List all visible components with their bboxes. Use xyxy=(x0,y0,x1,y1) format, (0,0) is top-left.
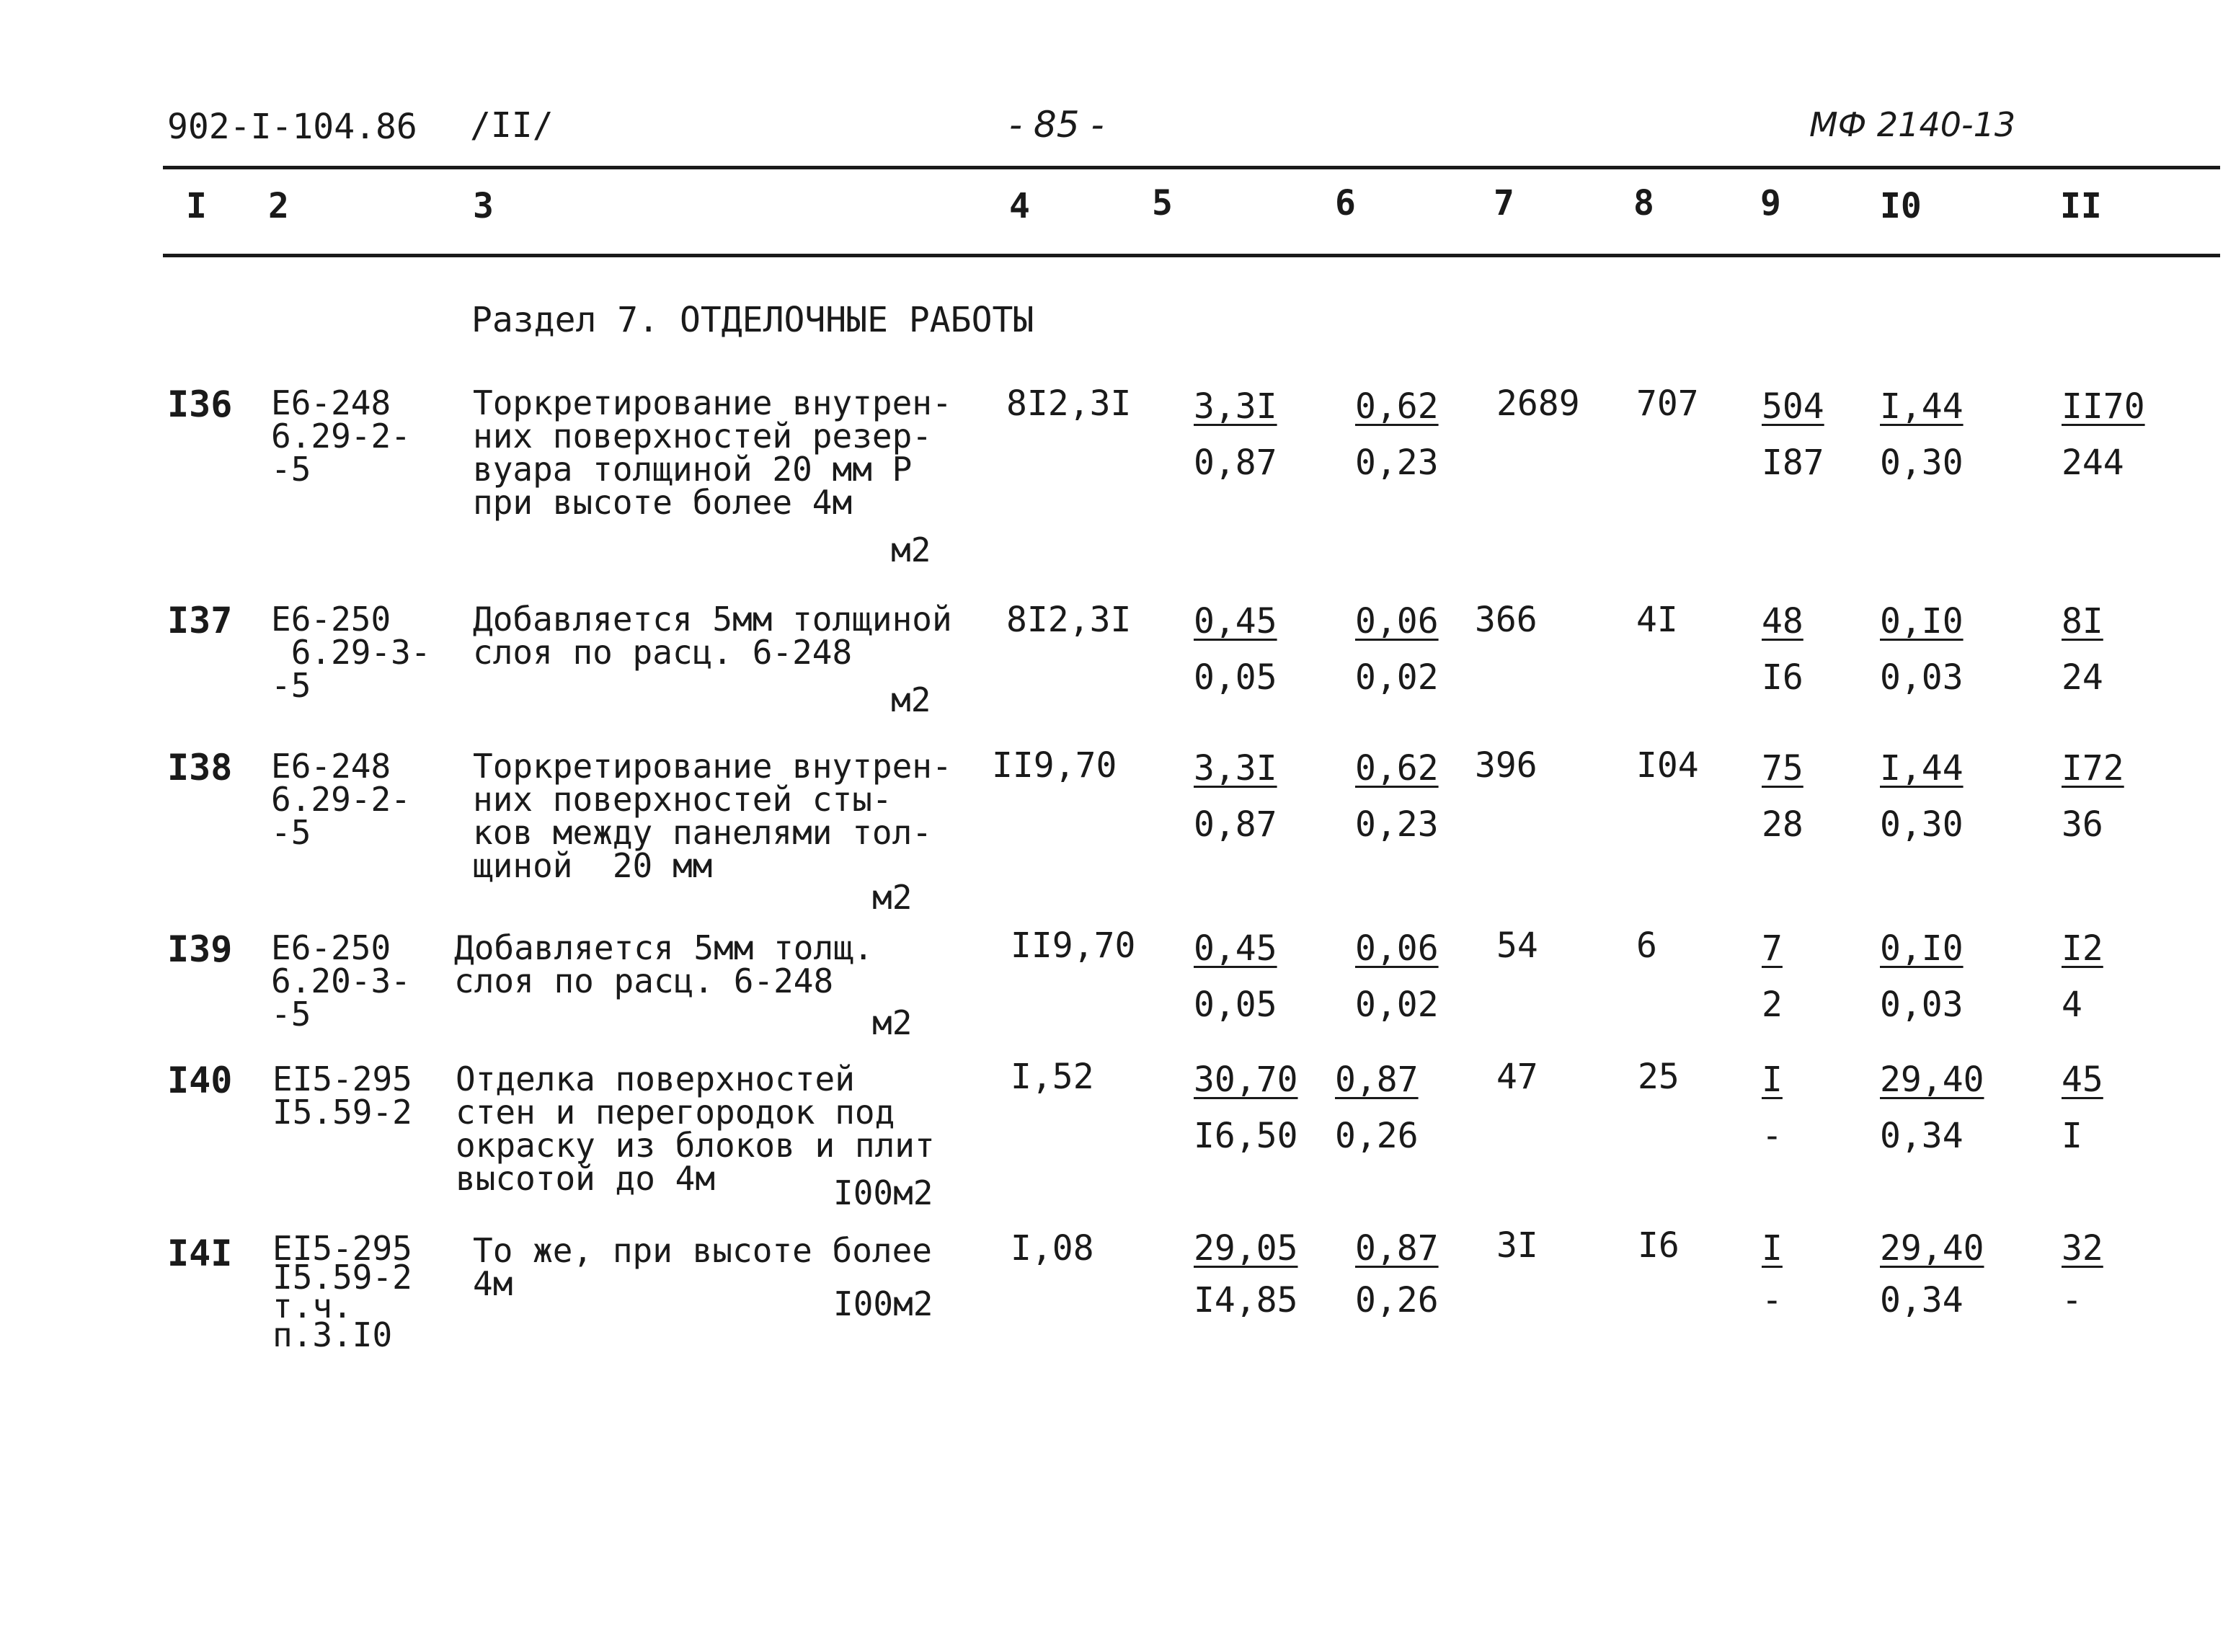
column-number: I0 xyxy=(1880,186,1922,226)
work-description: Добавляется 5мм толщ. слоя по расц. 6-248 xyxy=(454,928,874,1000)
column-number: 6 xyxy=(1335,183,1356,223)
total-cost: 54 xyxy=(1496,925,1538,966)
unit-cost-fraction: $\frac{0,45}{0,05}$ xyxy=(1194,928,1277,1025)
column-number: 3 xyxy=(473,186,494,226)
norm-code: Е6-248 6.29-2- -5 xyxy=(271,747,411,852)
total-cost: 396 xyxy=(1475,745,1538,786)
machine-cost-fraction: $\frac{0,06}{0,02}$ xyxy=(1355,928,1439,1025)
wages-total: 4I xyxy=(1636,600,1678,640)
wages-total: I6 xyxy=(1638,1225,1680,1266)
page-number: - 85 - xyxy=(1009,104,1104,146)
labor-total-fraction: $\frac{8I}{24}$ xyxy=(2062,601,2103,698)
wages-total: 25 xyxy=(1638,1057,1680,1097)
machine-total-fraction: I - xyxy=(1762,1228,1783,1320)
row-number: I38 xyxy=(167,747,233,789)
machine-total-fraction: $\frac{7}{2}$ xyxy=(1762,928,1783,1025)
section-title: Раздел 7. ОТДЕЛОЧНЫЕ РАБОТЫ xyxy=(471,300,1034,340)
work-description: Торкретирование внутрен- них поверхностей сты- ков между панелями тол- щиной 20 мм xyxy=(473,747,952,885)
machine-total-fraction: $\frac{75}{28}$ xyxy=(1762,748,1803,845)
unit-cost-fraction: $\frac{29,05}{I4,85}$ xyxy=(1194,1228,1298,1320)
norm-code: ЕI5-295 I5.59-2 xyxy=(272,1060,412,1132)
total-cost: 3I xyxy=(1496,1225,1538,1266)
machine-total-fraction: $\frac{48}{I6}$ xyxy=(1762,601,1803,698)
machine-total-fraction: $\frac{504}{I87}$ xyxy=(1762,386,1824,483)
row-number: I36 xyxy=(167,383,233,425)
row-number: I39 xyxy=(167,928,233,970)
total-cost: 366 xyxy=(1475,600,1538,640)
volume-number: /II/ xyxy=(470,105,554,146)
wages-total: 6 xyxy=(1636,925,1657,966)
quantity: II9,70 xyxy=(1011,925,1136,966)
labor-unit-fraction: $\frac{0,I0}{0,03}$ xyxy=(1880,601,1964,698)
row-number: I40 xyxy=(167,1060,233,1101)
labor-total-fraction: $\frac{II70}{244}$ xyxy=(2062,386,2145,483)
row-number: I4I xyxy=(167,1233,233,1274)
wages-total: I04 xyxy=(1636,745,1699,786)
column-number: 8 xyxy=(1633,183,1654,223)
header-bottom-rule xyxy=(163,254,2220,257)
unit-cost-fraction: $\frac{30,70}{I6,50}$ xyxy=(1194,1060,1298,1156)
measure-unit: I00м2 xyxy=(833,1284,933,1323)
labor-total-fraction: 32 - xyxy=(2062,1228,2103,1320)
labor-total-fraction: $\frac{45}{I}$ xyxy=(2062,1060,2103,1156)
labor-unit-fraction: $\frac{I,44}{0,30}$ xyxy=(1880,748,1964,845)
labor-unit-fraction: $\frac{I,44}{0,30}$ xyxy=(1880,386,1964,483)
column-number: 7 xyxy=(1494,183,1514,223)
measure-unit: м2 xyxy=(891,680,931,719)
archive-stamp: МФ 2140-13 xyxy=(1809,105,2016,144)
unit-cost-fraction: $\frac{0,45}{0,05}$ xyxy=(1194,601,1277,698)
machine-cost-fraction: $\frac{0,87}{0,26}$ xyxy=(1355,1228,1439,1320)
work-description: Торкретирование внутрен- них поверхностей резер- вуара толщиной 20 мм Р при высоте более 4м xyxy=(473,383,952,522)
work-description: Добавляется 5мм толщиной слоя по расц. 6-248 xyxy=(473,600,952,672)
column-number: 9 xyxy=(1760,183,1781,223)
quantity: II9,70 xyxy=(992,745,1117,786)
measure-unit: м2 xyxy=(891,530,931,569)
quantity: 8I2,3I xyxy=(1006,383,1132,424)
norm-code: Е6-250 6.29-3- -5 xyxy=(271,600,431,705)
machine-cost-fraction: $\frac{0,87}{0,26}$ xyxy=(1335,1060,1419,1156)
labor-total-fraction: $\frac{I72}{36}$ xyxy=(2062,748,2124,845)
measure-unit: I00м2 xyxy=(833,1173,933,1212)
labor-total-fraction: $\frac{I2}{4}$ xyxy=(2062,928,2103,1025)
quantity: I,08 xyxy=(1011,1228,1094,1269)
quantity: I,52 xyxy=(1011,1057,1094,1097)
norm-code: ЕI5-295 I5.59-2 т.ч. п.3.I0 xyxy=(272,1229,412,1354)
norm-code: Е6-250 6.20-3- -5 xyxy=(271,928,411,1034)
column-number: 4 xyxy=(1009,186,1030,226)
total-cost: 2689 xyxy=(1496,383,1580,424)
wages-total: 707 xyxy=(1636,383,1699,424)
work-description: Отделка поверхностей стен и перегородок под окраску из блоков и плит высотой до 4м xyxy=(456,1060,935,1198)
unit-cost-fraction: $\frac{3,3I}{0,87}$ xyxy=(1194,748,1277,845)
column-number: I xyxy=(186,186,207,226)
unit-cost-fraction: $\frac{3,3I}{0,87}$ xyxy=(1194,386,1277,483)
row-number: I37 xyxy=(167,600,233,641)
document-code: 902-I-104.86 xyxy=(167,107,417,147)
column-number: II xyxy=(2060,186,2102,226)
measure-unit: м2 xyxy=(872,1003,913,1042)
machine-cost-fraction: $\frac{0,62}{0,23}$ xyxy=(1355,386,1439,483)
total-cost: 47 xyxy=(1496,1057,1538,1097)
measure-unit: м2 xyxy=(872,878,913,917)
labor-unit-fraction: $\frac{29,40}{0,34}$ xyxy=(1880,1228,1984,1320)
machine-cost-fraction: $\frac{0,06}{0,02}$ xyxy=(1355,601,1439,698)
norm-code: Е6-248 6.29-2- -5 xyxy=(271,383,411,489)
machine-total-fraction: I - xyxy=(1762,1060,1783,1156)
column-number: 5 xyxy=(1152,183,1173,223)
header-top-rule xyxy=(163,166,2220,169)
labor-unit-fraction: $\frac{0,I0}{0,03}$ xyxy=(1880,928,1964,1025)
quantity: 8I2,3I xyxy=(1006,600,1132,640)
column-number: 2 xyxy=(268,186,289,226)
work-description: То же, при высоте более 4м xyxy=(473,1231,932,1303)
machine-cost-fraction: $\frac{0,62}{0,23}$ xyxy=(1355,748,1439,845)
labor-unit-fraction: $\frac{29,40}{0,34}$ xyxy=(1880,1060,1984,1156)
